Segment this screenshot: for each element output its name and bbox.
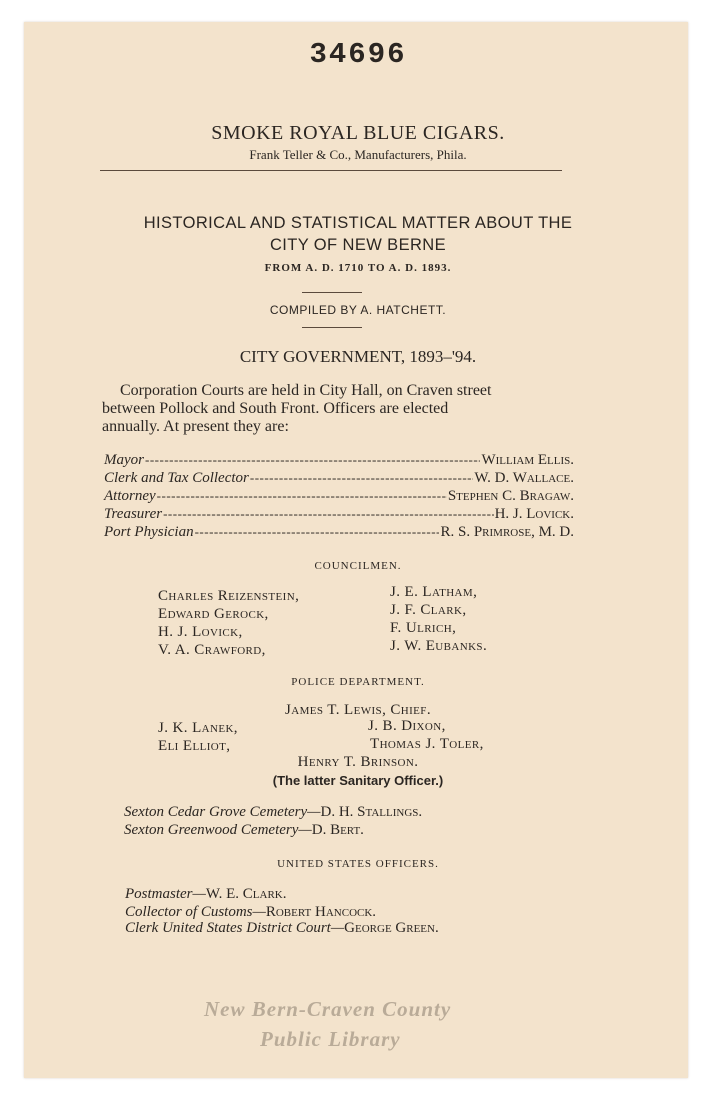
- advertisement-subtitle: Frank Teller & Co., Manufacturers, Phila.: [249, 147, 467, 162]
- us-officers-heading: UNITED STATES OFFICERS.: [277, 858, 439, 870]
- officer-name: H. J. Lovick.: [494, 506, 574, 522]
- section-title: CITY GOVERNMENT, 1893–'94.: [239, 347, 477, 366]
- sexton-line: [124, 804, 422, 821]
- sexton-name: D. H. Stallings.: [320, 804, 423, 820]
- us-officer-name: George Green.: [344, 920, 439, 936]
- advertisement-title: SMOKE ROYAL BLUE CIGARS.: [211, 122, 505, 144]
- officer-name: William Ellis.: [481, 452, 574, 468]
- officer-row: [104, 452, 574, 470]
- officer-title: Port Physician: [104, 524, 194, 540]
- leader-dots: [145, 452, 480, 469]
- divider: [302, 292, 362, 293]
- document-title-line-2: CITY OF NEW BERNE: [269, 236, 447, 254]
- page-number: 34696: [309, 38, 407, 71]
- officer-title: Clerk and Tax Collector: [104, 470, 249, 486]
- officer-name: R. S. Primrose, M. D.: [440, 524, 574, 540]
- police-note: (The latter Sanitary Officer.): [272, 773, 444, 788]
- intro-line-3: annually. At present they are:: [102, 418, 289, 435]
- sexton-title: Sexton Cedar Grove Cemetery—: [124, 804, 321, 820]
- officer-row: [104, 524, 574, 542]
- police-officer-name: J. K. Lanek,: [158, 720, 238, 736]
- leader-dots: [250, 470, 474, 487]
- councilman-name: J. F. Clark,: [390, 602, 467, 618]
- sexton-line: [124, 822, 364, 839]
- officer-title: Mayor: [104, 452, 144, 468]
- councilmen-heading: COUNCILMEN.: [314, 560, 402, 572]
- leader-dots: [195, 524, 440, 541]
- us-officer-line: [125, 904, 376, 921]
- leader-dots: [157, 488, 447, 505]
- sexton-name: D. Bert.: [311, 822, 364, 838]
- officer-title: Treasurer: [104, 506, 163, 522]
- us-officer-title: Postmaster—: [125, 886, 206, 902]
- councilman-name: J. W. Eubanks.: [390, 638, 488, 654]
- us-officer-line: [125, 920, 439, 937]
- leader-dots: [163, 506, 494, 523]
- police-heading: POLICE DEPARTMENT.: [291, 676, 425, 688]
- us-officer-name: W. E. Clark.: [205, 886, 287, 902]
- compiler-credit: COMPILED BY A. HATCHETT.: [269, 303, 447, 317]
- us-officer-title: Clerk United States District Court—: [125, 920, 345, 936]
- divider: [302, 327, 362, 328]
- document-title-line-1: HISTORICAL AND STATISTICAL MATTER ABOUT THE: [143, 214, 573, 232]
- police-officer-name: J. B. Dixon,: [368, 718, 446, 734]
- intro-line-2: between Pollock and South Front. Officers are elected: [102, 400, 449, 417]
- councilman-name: Edward Gerock,: [158, 606, 269, 622]
- officer-row: [104, 470, 574, 488]
- officer-row: [104, 488, 574, 506]
- officer-name: W. D. Wallace.: [474, 470, 574, 486]
- police-officer-name: Eli Elliot,: [158, 738, 231, 754]
- date-range: FROM A. D. 1710 TO A. D. 1893.: [264, 262, 452, 274]
- intro-line-1: Corporation Courts are held in City Hall, on Craven street: [120, 382, 492, 399]
- councilman-name: Charles Reizenstein,: [158, 588, 300, 604]
- divider: [100, 170, 562, 171]
- library-stamp-line-2: Public Library: [260, 1027, 401, 1051]
- library-stamp-line-1: New Bern-Craven County: [204, 997, 452, 1021]
- officer-name: Stephen C. Bragaw.: [447, 488, 574, 504]
- councilman-name: H. J. Lovick,: [158, 624, 243, 640]
- us-officer-name: Robert Hancock.: [265, 904, 377, 920]
- councilman-name: J. E. Latham,: [390, 584, 478, 600]
- sexton-title: Sexton Greenwood Cemetery—: [124, 822, 312, 838]
- councilman-name: F. Ulrich,: [390, 620, 457, 636]
- officer-row: [104, 506, 574, 524]
- us-officer-title: Collector of Customs—: [125, 904, 266, 920]
- police-chief: James T. Lewis, Chief.: [285, 702, 431, 718]
- police-officer-name: Thomas J. Toler,: [370, 736, 484, 752]
- councilman-name: V. A. Crawford,: [158, 642, 266, 658]
- officer-title: Attorney: [104, 488, 156, 504]
- police-officer-name: Henry T. Brinson.: [297, 754, 419, 770]
- us-officer-line: [125, 886, 287, 903]
